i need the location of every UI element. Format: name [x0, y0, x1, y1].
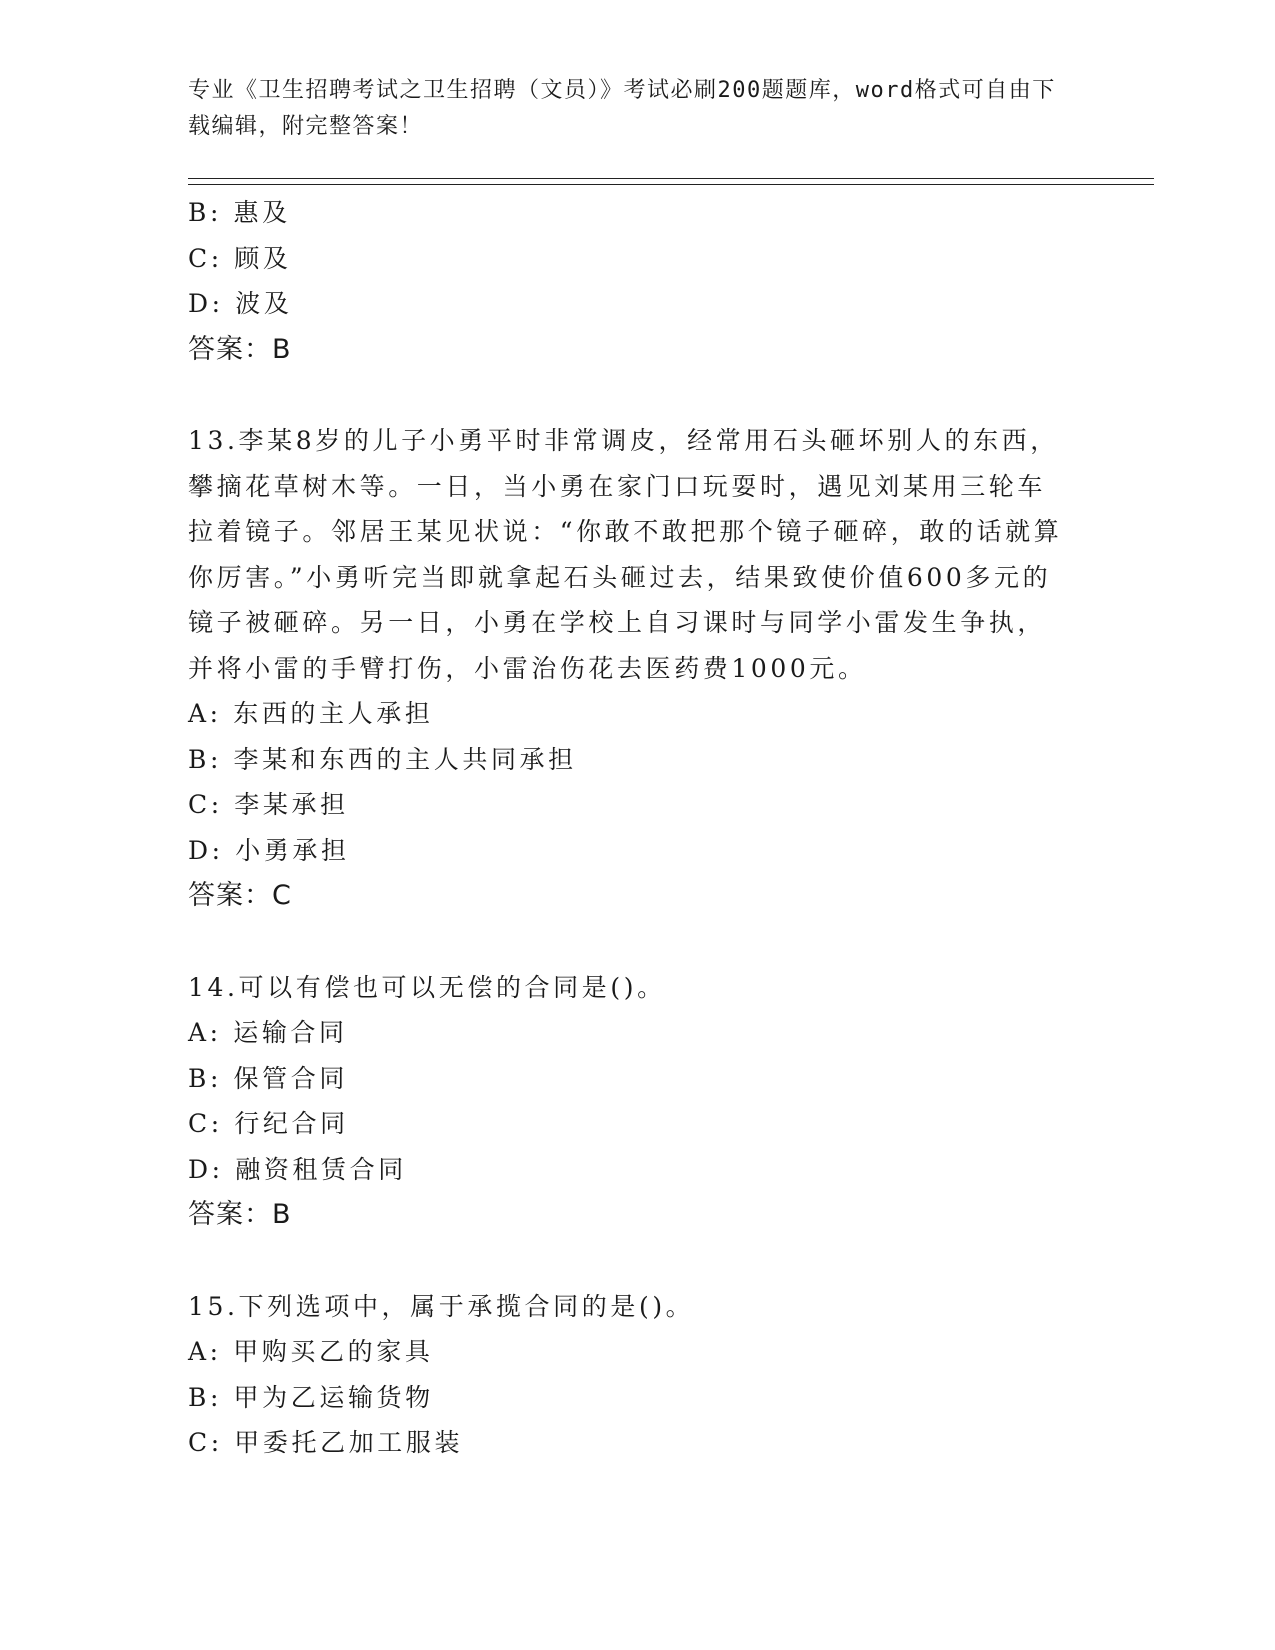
question-14	[188, 965, 1068, 1238]
option-c: C: 顾及	[188, 243, 292, 273]
option-d: D: 小勇承担	[188, 835, 350, 865]
answer: 答案：B	[188, 333, 292, 365]
option-b: B: 惠及	[188, 198, 291, 227]
option-c: C: 甲委托乙加工服装	[188, 1428, 464, 1457]
question-13	[188, 418, 1068, 919]
option-b: B: 李某和东西的主人共同承担	[188, 744, 577, 774]
option-b: B: 甲为乙运输货物	[188, 1382, 434, 1412]
option-a: A: 运输合同	[188, 1018, 348, 1047]
option-a: A: 东西的主人承担	[188, 699, 434, 728]
header-divider-bottom	[188, 184, 1154, 185]
question-stem: 13.李某8岁的儿子小勇平时非常调皮，经常用石头砸坏别人的东西，攀摘花草树木等。一日，当小勇在家门口玩耍时，遇见刘某用三轮车拉着镜子。邻居王某见状说：“你敢不敢把那个镜子砸碎，敢的话就算你厉害。”小勇听完当即就拿起石头砸过去，结果致使价值600多元的镜子被砸碎。另一日，小勇在学校上自习课时与同学小雷发生争执，并将小雷的手臂打伤，小雷治伤花去医药费1000元。	[188, 426, 1063, 683]
option-b: B: 保管合同	[188, 1063, 348, 1093]
option-c: C: 行纪合同	[188, 1109, 349, 1138]
answer: 答案：B	[188, 1199, 292, 1230]
option-d: D: 融资租赁合同	[188, 1154, 407, 1184]
question-12-tail	[188, 190, 1068, 372]
document-header: 专业《卫生招聘考试之卫生招聘（文员）》考试必刷200题题库，word格式可自由下载编辑，附完整答案！	[188, 78, 1056, 139]
option-c: C: 李某承担	[188, 790, 349, 819]
option-d: D: 波及	[188, 289, 293, 318]
option-a: A: 甲购买乙的家具	[188, 1337, 434, 1366]
question-15	[188, 1284, 1068, 1466]
question-list	[188, 190, 1068, 1466]
question-stem: 15.下列选项中，属于承揽合同的是()。	[188, 1291, 695, 1321]
question-stem: 14.可以有偿也可以无偿的合同是()。	[188, 972, 666, 1002]
header-divider-top	[188, 178, 1154, 179]
answer: 答案：C	[188, 880, 292, 911]
